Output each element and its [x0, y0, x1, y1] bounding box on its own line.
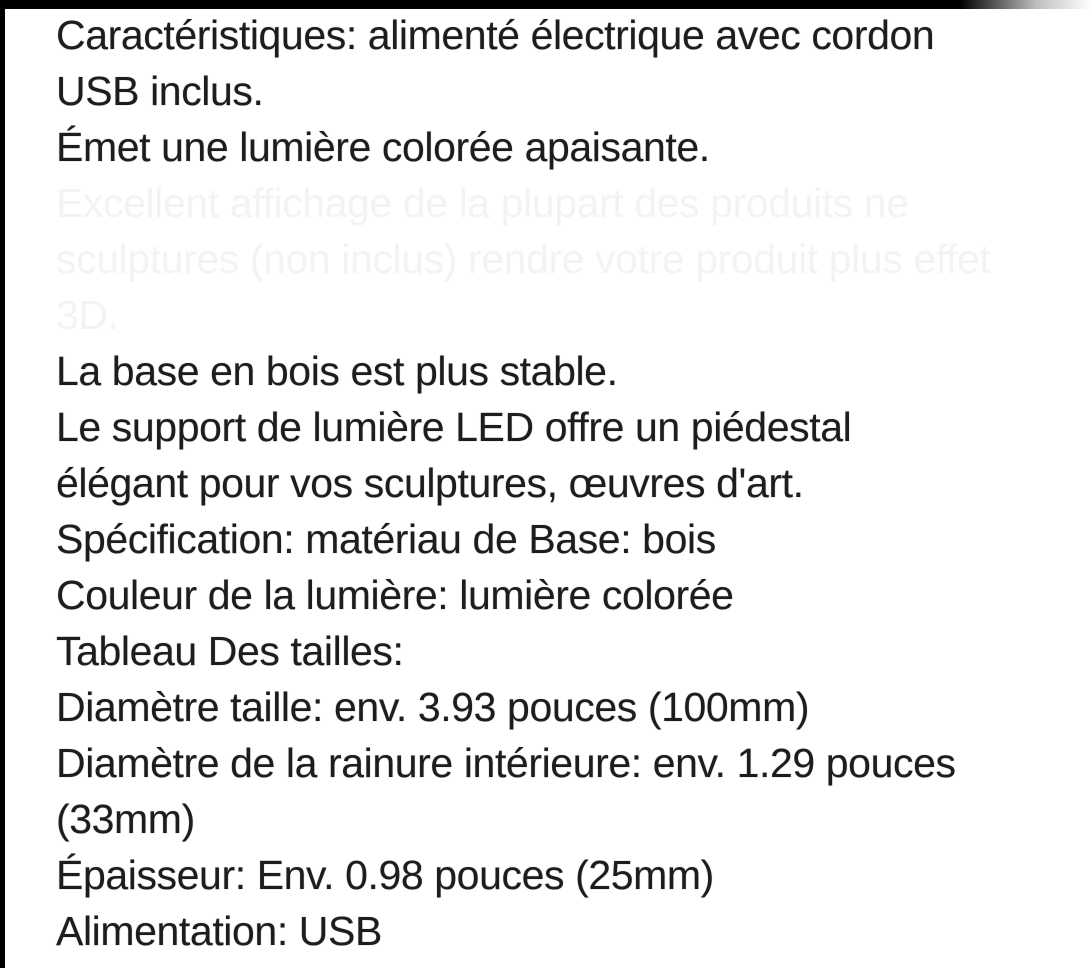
text-line: Tableau Des tailles: — [56, 628, 404, 674]
text-line: USB inclus. — [56, 68, 264, 114]
text-line: Diamètre de la rainure intérieure: env. 1.29 pouces — [56, 740, 956, 786]
text-line-faded: sculptures (non inclus) rendre votre produit plus effet — [56, 236, 991, 282]
text-line: (33mm) — [56, 796, 195, 842]
left-border — [0, 0, 5, 968]
text-line: Le support de lumière LED offre un piédestal — [56, 404, 852, 450]
text-line: Diamètre taille: env. 3.93 pouces (100mm) — [56, 684, 810, 730]
text-line: Caractéristiques: alimenté électrique avec cordon — [56, 12, 935, 58]
text-line: Épaisseur: Env. 0.98 pouces (25mm) — [56, 852, 714, 898]
text-line: Alimentation: USB — [56, 908, 382, 954]
text-line: Émet une lumière colorée apaisante. — [56, 124, 710, 170]
text-line-faded: Excellent affichage de la plupart des produits ne — [56, 180, 909, 226]
product-description-text-block — [56, 7, 1061, 959]
text-line: élégant pour vos sculptures, œuvres d'art. — [56, 460, 804, 506]
text-line: Spécification: matériau de Base: bois — [56, 516, 716, 562]
text-line-faded: 3D. — [56, 292, 119, 338]
text-line: La base en bois est plus stable. — [56, 348, 618, 394]
text-line: Couleur de la lumière: lumière colorée — [56, 572, 734, 618]
